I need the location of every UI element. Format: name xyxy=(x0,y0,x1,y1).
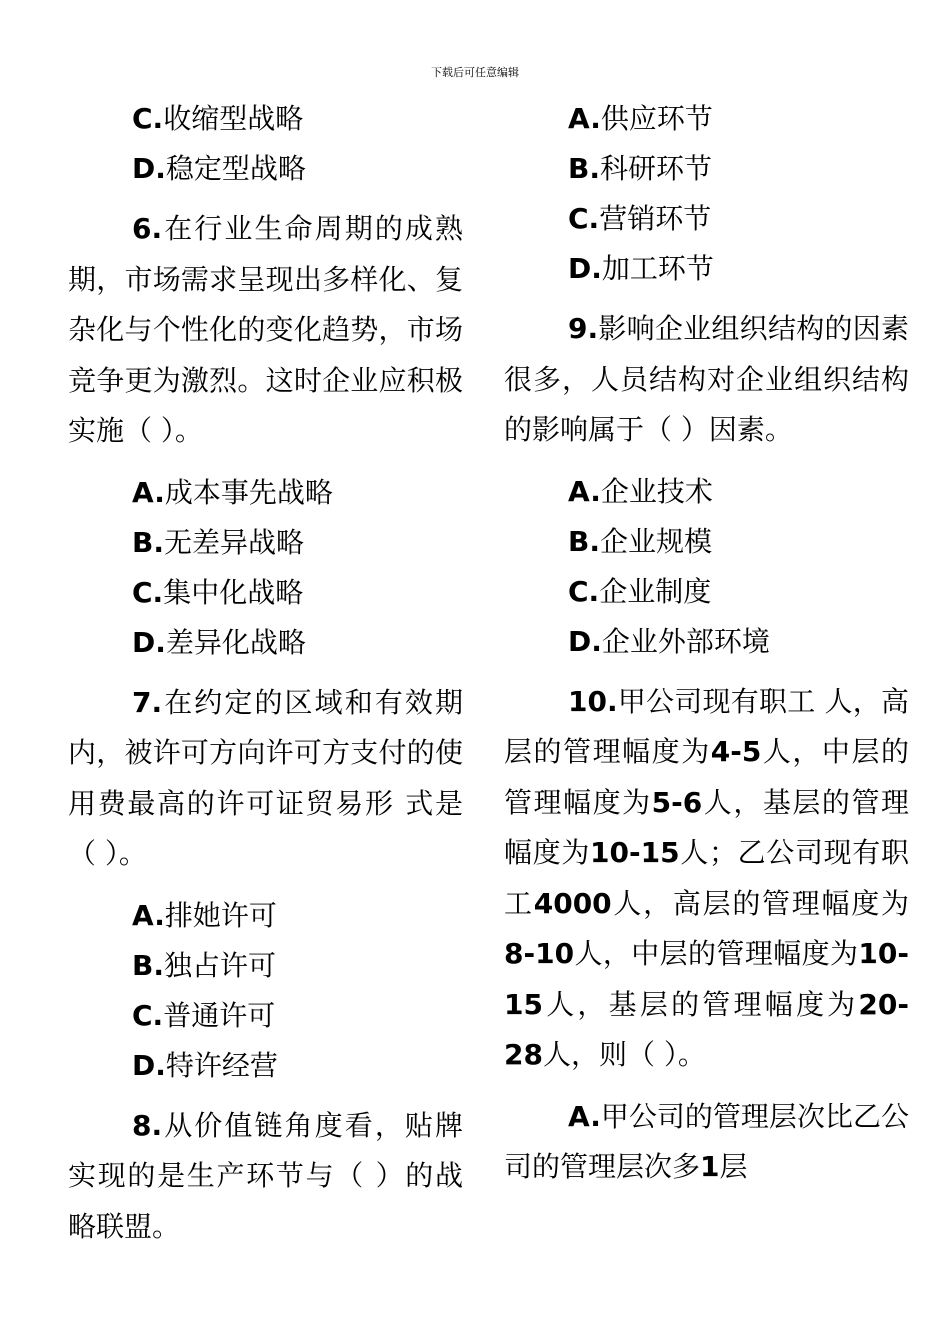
page-header: 下载后可任意编辑 xyxy=(431,66,519,79)
q9-option-d: D.企业外部环境 xyxy=(568,624,770,658)
right-column xyxy=(504,94,909,1204)
question-8: 8.从价值链角度看，贴牌实现的是生产环节与（ ）的战略联盟。 xyxy=(68,1108,463,1243)
q7-option-a: A.排她许可 xyxy=(132,898,277,932)
left-column xyxy=(68,94,463,1263)
question-6: 6.在行业生命周期的成熟期，市场需求呈现出多样化、复杂化与个性化的变化趋势，市场竞争更为激烈。这时企业应积极实施（ ）。 xyxy=(68,212,463,447)
q10-option-a: A.甲公司的管理层次比乙公司的管理层次多1层 xyxy=(504,1099,909,1183)
q9-option-c: C.企业制度 xyxy=(568,574,712,608)
q8-option-b: B.科研环节 xyxy=(568,152,712,185)
q6-option-a: A.成本事先战略 xyxy=(132,475,333,509)
q5-option-c: C.收缩型战略 xyxy=(132,102,304,135)
q7-option-d: D.特许经营 xyxy=(132,1048,278,1082)
q6-option-d: D.差异化战略 xyxy=(132,625,306,659)
q9-option-a: A.企业技术 xyxy=(568,474,713,508)
q7-option-c: C.普通许可 xyxy=(132,998,276,1032)
q6-option-c: C.集中化战略 xyxy=(132,575,304,609)
q8-option-c: C.营销环节 xyxy=(568,202,712,235)
q6-option-b: B.无差异战略 xyxy=(132,525,304,559)
question-9: 9.影响企业组织结构的因素很多，人员结构对企业组织结构的影响属于（ ）因素。 xyxy=(504,312,909,446)
q8-option-d: D.加工环节 xyxy=(568,252,714,285)
question-10: 10.甲公司现有职工 人，高层的管理幅度为4-5人，中层的管理幅度为5-6人，基层的管理幅度为10-15人；乙公司现有职工4000人，高层的管理幅度为8-10人，中层的管理幅度为10-15人，基层的管理幅度为20-28人，则（ ）。 xyxy=(504,684,909,1071)
q7-option-b: B.独占许可 xyxy=(132,948,276,982)
q5-option-d: D.稳定型战略 xyxy=(132,152,306,185)
question-7: 7.在约定的区域和有效期内，被许可方向许可方支付的使用费最高的许可证贸易形 式是（ ）。 xyxy=(68,685,463,870)
q9-option-b: B.企业规模 xyxy=(568,524,712,558)
q8-option-a: A.供应环节 xyxy=(568,102,713,135)
